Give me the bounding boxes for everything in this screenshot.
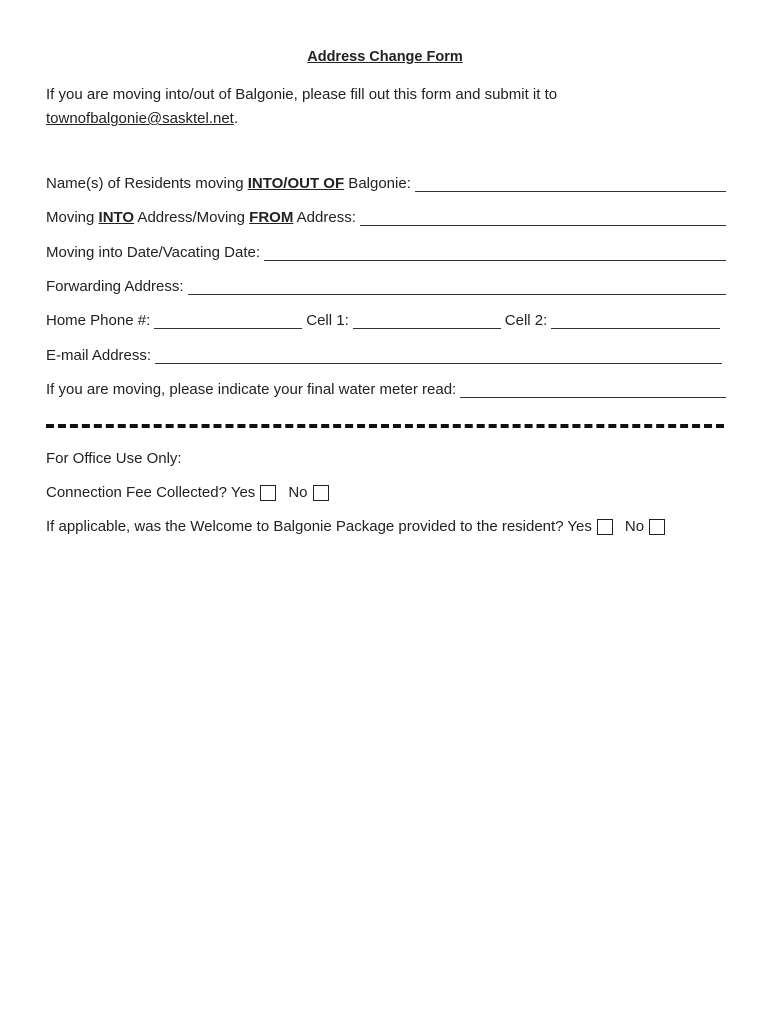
addresses-input[interactable]	[360, 210, 726, 226]
welcome-package-yes-checkbox[interactable]	[597, 519, 613, 535]
email-address-label: E-mail Address:	[46, 347, 152, 364]
field-resident-names	[46, 174, 726, 194]
cell2-label: Cell 2:	[504, 312, 548, 329]
forwarding-address-label: Forwarding Address:	[46, 278, 184, 295]
cell1-label: Cell 1:	[306, 312, 349, 329]
page-title: Address Change Form	[307, 49, 463, 65]
intro-email-period: .	[233, 110, 239, 127]
label-emphasis: INTO	[98, 209, 135, 226]
resident-names-input[interactable]	[415, 176, 726, 192]
label-emphasis: FROM	[249, 209, 294, 226]
moving-date-label: Moving into Date/Vacating Date:	[46, 244, 261, 261]
forwarding-address-input[interactable]	[188, 279, 726, 295]
label-text: Balgonie:	[344, 175, 411, 192]
field-phones	[46, 311, 720, 331]
label-emphasis: INTO/OUT OF	[247, 175, 345, 192]
home-phone-input[interactable]	[154, 313, 302, 329]
label-text: Moving	[46, 209, 99, 226]
connection-fee-yes-checkbox[interactable]	[260, 485, 276, 501]
field-email	[46, 346, 722, 366]
office-use-heading-text: For Office Use Only:	[46, 450, 182, 467]
moving-date-input[interactable]	[264, 245, 726, 261]
field-addresses-label	[46, 208, 356, 228]
field-moving-date	[46, 243, 726, 263]
water-meter-label: If you are moving, please indicate your final water meter read:	[46, 381, 457, 398]
home-phone-label: Home Phone #:	[46, 312, 151, 329]
field-addresses	[46, 208, 726, 228]
welcome-package-no-label: No	[624, 518, 645, 535]
submit-email-link[interactable]: townofbalgonie@sasktel.net	[46, 110, 234, 127]
water-meter-input[interactable]	[460, 382, 726, 398]
welcome-package-label: If applicable, was the Welcome to Balgonie Package provided to the resident? Yes	[46, 518, 592, 535]
label-text: Address:	[293, 209, 356, 226]
field-water-meter	[46, 380, 726, 400]
field-forwarding-address	[46, 277, 726, 297]
welcome-package-row	[46, 517, 677, 537]
field-resident-names-label	[46, 174, 411, 194]
office-divider	[46, 424, 724, 428]
email-address-input[interactable]	[155, 348, 722, 364]
label-text: Name(s) of Residents moving	[46, 175, 248, 192]
cell2-input[interactable]	[551, 313, 720, 329]
intro-paragraph	[46, 83, 736, 131]
connection-fee-no-label: No	[288, 484, 308, 501]
connection-fee-label: Connection Fee Collected? Yes	[46, 484, 256, 501]
cell1-input[interactable]	[353, 313, 501, 329]
label-text: Address/Moving	[134, 209, 250, 226]
welcome-package-no-checkbox[interactable]	[649, 519, 665, 535]
connection-fee-no-checkbox[interactable]	[313, 485, 329, 501]
intro-text: If you are moving into/out of Balgonie, please fill out this form and submit it to	[46, 86, 558, 103]
office-use-heading	[46, 449, 182, 469]
connection-fee-row	[46, 483, 341, 503]
